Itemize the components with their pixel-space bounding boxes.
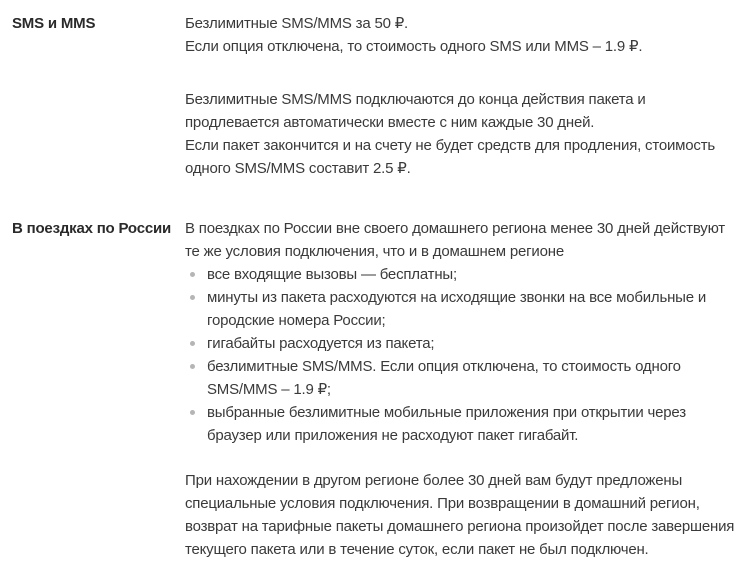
travel-conditions-list — [185, 263, 735, 447]
section-label-travel-russia: В поездках по России — [12, 220, 172, 237]
section-label-sms-mms: SMS и MMS — [12, 15, 96, 32]
list-item-text: выбранные безлимитные мобильные приложения при открытии через браузер или приложения не расходуют пакет гигабайт. — [207, 404, 686, 444]
paragraph-sms-renewal — [185, 88, 735, 180]
section-sms-mms — [12, 12, 735, 180]
list-item-text: все входящие вызовы — бесплатны; — [207, 266, 457, 283]
list-item — [185, 263, 735, 286]
list-item-text: гигабайты расходуется из пакета; — [207, 335, 435, 352]
list-item — [185, 332, 735, 355]
paragraph-travel-outro: При нахождении в другом регионе более 30 дней вам будут предложены специальные условия подключения. При возвращении в домашний регион, возврат на тарифные пакеты домашнего региона произойдет после завершения текущего пакета или в течение суток, если пакет не был подключен. — [185, 472, 735, 558]
paragraph-travel-intro: В поездках по России вне своего домашнего региона менее 30 дней действуют те же условия подключения, что и в домашнем регионе — [185, 220, 725, 260]
section-content-sms-mms — [185, 12, 735, 180]
list-item-text: минуты из пакета расходуются на исходящие звонки на все мобильные и городские номера России; — [207, 289, 707, 329]
paragraph-sms-price — [185, 12, 735, 58]
text-line: Безлимитные SMS/MMS подключаются до конца действия пакета и продлевается автоматически вместе с ним каждые 30 дней. — [185, 91, 646, 131]
list-item-text: безлимитные SMS/MMS. Если опция отключена, то стоимость одного SMS/MMS – 1.9 ₽; — [207, 358, 681, 398]
text-line: Если опция отключена, то стоимость одного SMS или MMS – 1.9 ₽. — [185, 38, 643, 55]
text-line: Безлимитные SMS/MMS за 50 ₽. — [185, 15, 409, 32]
section-content-travel-russia — [185, 217, 735, 561]
bullet-icon — [190, 341, 195, 346]
text-line: Если пакет закончится и на счету не будет средств для продления, стоимость одного SMS/MMS составит 2.5 ₽. — [185, 137, 716, 177]
bullet-icon — [190, 295, 195, 300]
list-item — [185, 401, 735, 447]
list-item — [185, 355, 735, 401]
bullet-icon — [190, 364, 195, 369]
bullet-icon — [190, 410, 195, 415]
list-item — [185, 286, 735, 332]
section-travel-russia — [12, 217, 735, 561]
bullet-icon — [190, 272, 195, 277]
